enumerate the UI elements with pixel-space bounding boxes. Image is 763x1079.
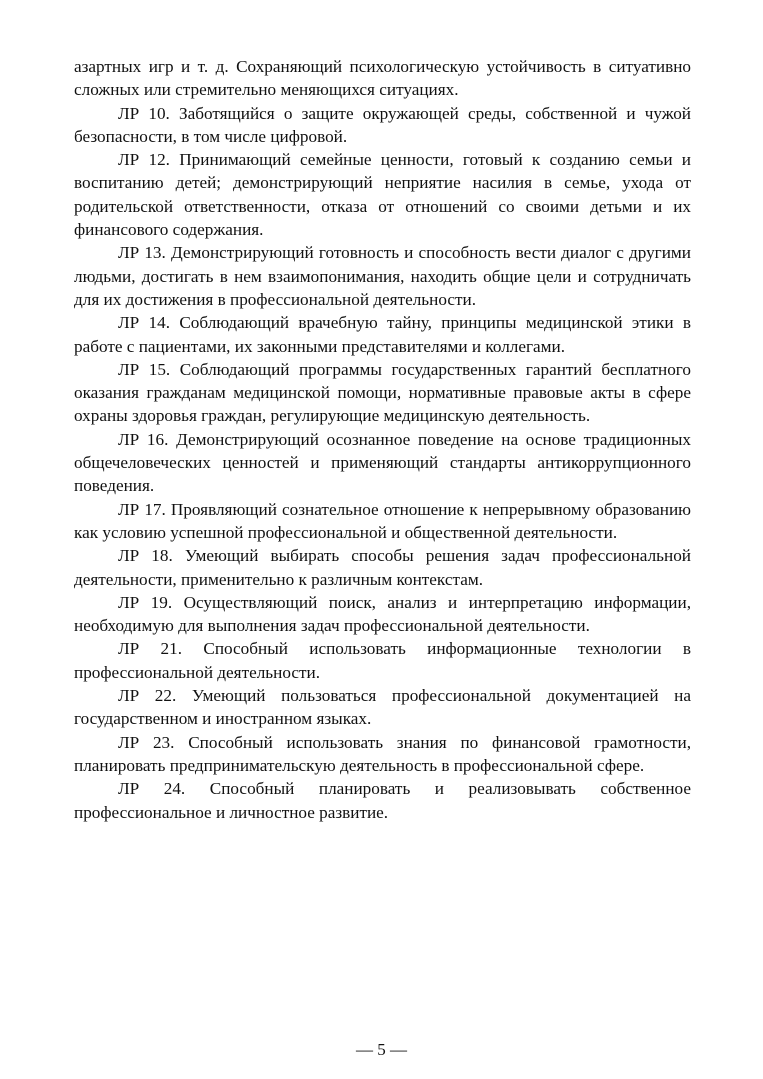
paragraph-lr-13: ЛР 13. Демонстрирующий готовность и способность вести диалог с другими людьми, достигать в нем взаимопонимания, находить общие цели и сотрудничать для их достижения в профессиональной деятельности. xyxy=(74,243,691,309)
paragraph-lr-23: ЛР 23. Способный использовать знания по финансовой грамотности, планировать предпринимательскую деятельность в профессиональной сфере. xyxy=(74,732,691,775)
paragraph-lr-18: ЛР 18. Умеющий выбирать способы решения задач профессиональной деятельности, применительно к различным контекстам. xyxy=(74,546,691,589)
paragraph-lr-21: ЛР 21. Способный использовать информационные технологии в профессиональной деятельности. xyxy=(74,639,691,682)
paragraph-continuation: азартных игр и т. д. Сохраняющий психологическую устойчивость в ситуативно сложных или стремительно меняющихся ситуациях. xyxy=(74,57,691,100)
paragraph-lr-17: ЛР 17. Проявляющий сознательное отношение к непрерывному образованию как условию успешной профессиональной и общественной деятельности. xyxy=(74,499,691,542)
paragraph-lr-19: ЛР 19. Осуществляющий поиск, анализ и интерпретацию информации, необходимую для выполнения задач профессиональной деятельности. xyxy=(74,592,691,636)
paragraph-lr-22: ЛР 22. Умеющий пользоваться профессиональной документацией на государственном и иностранном языках. xyxy=(74,686,691,729)
paragraph-lr-16: ЛР 16. Демонстрирующий осознанное поведение на основе традиционных общечеловеческих ценностей и применяющий стандарты антикоррупционного поведения. xyxy=(74,429,691,496)
paragraph-lr-15: ЛР 15. Соблюдающий программы государственных гарантий бесплатного оказания гражданам медицинской помощи, нормативные правовые акты в сфере охраны здоровья граждан, регулирующие медицинскую деятельность. xyxy=(74,359,691,426)
paragraph-lr-12: ЛР 12. Принимающий семейные ценности, готовый к созданию семьи и воспитанию детей; демонстрирующий неприятие насилия в семье, ухода от родительской ответственности, отказа от отношений со своими детьми и их финансового содержания. xyxy=(74,150,691,240)
paragraph-lr-24: ЛР 24. Способный планировать и реализовывать собственное профессиональное и личностное развитие. xyxy=(74,779,691,822)
page-number: — 5 — xyxy=(356,1040,407,1059)
paragraph-lr-10: ЛР 10. Заботящийся о защите окружающей среды, собственной и чужой безопасности, в том числе цифровой. xyxy=(74,103,691,146)
paragraph-lr-14: ЛР 14. Соблюдающий врачебную тайну, принципы медицинской этики в работе с пациентами, их законными представителями и коллегами. xyxy=(74,313,691,356)
page-body xyxy=(74,55,691,824)
